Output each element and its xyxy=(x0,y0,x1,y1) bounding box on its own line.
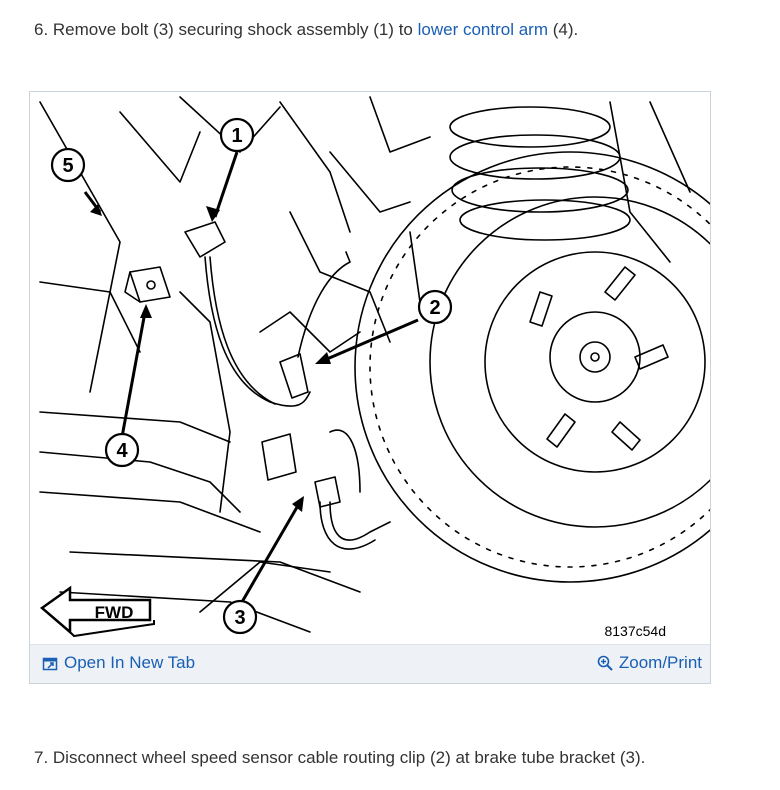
zoom-print-label: Zoom/Print xyxy=(618,653,702,672)
image-code: 8137c54d xyxy=(604,623,666,639)
figure-toolbar xyxy=(30,644,710,683)
step-7-text: 7. Disconnect wheel speed sensor cable routing clip (2) at brake tube bracket (3). xyxy=(34,748,646,767)
callout-4-label: 4 xyxy=(116,440,128,462)
open-in-new-tab-button[interactable] xyxy=(42,653,195,673)
open-in-new-tab-icon xyxy=(42,655,58,671)
zoom-icon xyxy=(597,655,613,671)
fwd-label: FWD xyxy=(94,603,134,622)
fwd-arrow-icon xyxy=(42,588,154,636)
callout-1-label: 1 xyxy=(231,125,243,147)
zoom-print-button[interactable] xyxy=(597,653,702,673)
callout-5-label: 5 xyxy=(62,155,74,177)
step-6-prefix: 6. Remove bolt (3) securing shock assembly (1) to xyxy=(34,20,418,39)
open-in-new-tab-label: Open In New Tab xyxy=(64,653,196,672)
step-6-text xyxy=(34,20,578,40)
figure-container xyxy=(29,91,711,684)
lower-control-arm-link[interactable]: lower control arm xyxy=(417,20,548,39)
callout-3-label: 3 xyxy=(234,607,246,629)
step-6-suffix: (4). xyxy=(547,20,579,39)
shock-assembly-illustration xyxy=(30,92,710,644)
callout-2-label: 2 xyxy=(429,297,441,319)
